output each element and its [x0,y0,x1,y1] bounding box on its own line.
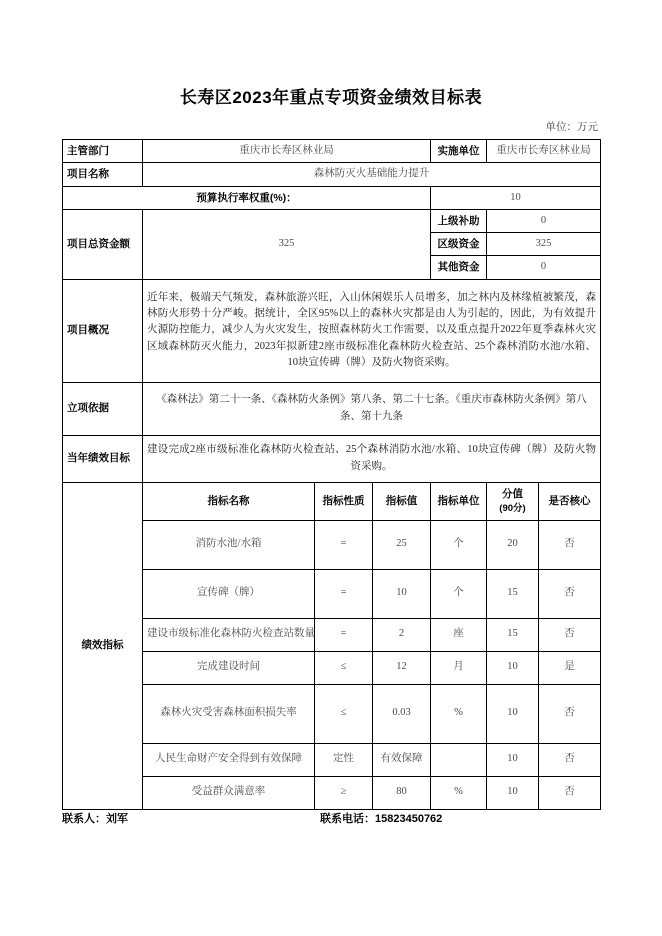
indicator-unit: % [431,776,487,809]
table-row [63,684,601,743]
indicator-nature: = [315,520,373,569]
overview-text: 近年来，极端天气频发，森林旅游兴旺，入山休闲娱乐人员增多，加之林内及林缘植被繁茂，森林防火形势十分严峻。据统计，全区95%以上的森林火灾都是由人为引起的，因此，为有效提升火源防控能力，减少人为火灾发生，按照森林防火工作需要，以及重点提升2022年夏季森林火灾区域森林防灭火能力，2023年拟新建2座市级标准化森林防火检查站、25个森林消防水池/水箱、10块宣传碑（牌）及防火物资采购。 [143,279,601,382]
dept-value: 重庆市长寿区林业局 [143,140,431,163]
indicator-value: 2 [373,618,431,651]
indicator-name: 建设市级标准化森林防火检查站数量 [143,618,315,651]
indicator-is-core: 否 [539,618,601,651]
budget-rate-label: 预算执行率权重(%)： [63,186,431,209]
total-fund-label: 项目总资金额 [63,209,143,279]
col-header-score [487,482,539,520]
table-row [63,520,601,569]
overview-label: 项目概况 [63,279,143,382]
fund-value-superior: 0 [487,209,601,232]
indicator-score: 10 [487,776,539,809]
indicator-is-core: 否 [539,520,601,569]
indicator-score: 10 [487,651,539,684]
table-row-department [63,140,601,163]
performance-target-table [62,139,601,810]
indicator-unit: 个 [431,520,487,569]
table-row-project-name [63,163,601,186]
col-header-is-core: 是否核心 [539,482,601,520]
basis-label: 立项依据 [63,382,143,435]
indicator-is-core: 否 [539,743,601,776]
indicator-is-core: 是 [539,651,601,684]
indicator-score: 20 [487,520,539,569]
indicator-name: 人民生命财产安全得到有效保障 [143,743,315,776]
table-row-overview [63,279,601,382]
table-row-fund-superior [63,209,601,232]
fund-label-district: 区级资金 [431,233,487,256]
col-header-score-main: 分值 [502,487,523,500]
indicator-name: 消防水池/水箱 [143,520,315,569]
page-title: 长寿区2023年重点专项资金绩效目标表 [179,88,483,107]
indicator-nature: ≤ [315,684,373,743]
indicator-unit [431,743,487,776]
unit-note: 单位：万元 [545,121,598,133]
indicator-name: 森林火灾受害森林面积损失率 [143,684,315,743]
year-target-text: 建设完成2座市级标准化森林防火检查站、25个森林消防水池/水箱、10块宣传碑（牌）及防火物资采购。 [143,435,601,482]
col-header-indicator-value: 指标值 [373,482,431,520]
year-target-label: 当年绩效目标 [63,435,143,482]
indicator-value: 80 [373,776,431,809]
impl-label: 实施单位 [431,140,487,163]
fund-value-district: 325 [487,233,601,256]
table-row-budget-rate [63,186,601,209]
col-header-score-sub: (90分) [499,502,526,514]
table-row [63,776,601,809]
table-row-basis [63,382,601,435]
indicator-value: 有效保障 [373,743,431,776]
table-row [63,743,601,776]
indicator-nature: = [315,569,373,618]
indicator-value: 25 [373,520,431,569]
indicators-section-label: 绩效指标 [63,482,143,809]
indicator-unit: 座 [431,618,487,651]
indicator-name: 宣传碑（牌） [143,569,315,618]
indicator-score: 10 [487,743,539,776]
indicator-unit: 月 [431,651,487,684]
indicator-is-core: 否 [539,776,601,809]
table-row [63,651,601,684]
indicator-unit: 个 [431,569,487,618]
indicator-nature: 定性 [315,743,373,776]
contact-person: 联系人：刘军 [62,813,128,825]
indicator-header-row [63,482,601,520]
indicator-is-core: 否 [539,569,601,618]
fund-value-other: 0 [487,256,601,279]
col-header-indicator-unit: 指标单位 [431,482,487,520]
indicator-value: 12 [373,651,431,684]
fund-label-superior: 上级补助 [431,209,487,232]
basis-text: 《森林法》第二十一条、《森林防火条例》第八条、第二十七条。《重庆市森林防火条例》第八条、第十九条 [143,382,601,435]
indicator-nature: = [315,618,373,651]
table-row [63,569,601,618]
project-value: 森林防灭火基础能力提升 [143,163,601,186]
indicator-score: 10 [487,684,539,743]
table-row [63,618,601,651]
indicator-value: 10 [373,569,431,618]
fund-label-other: 其他资金 [431,256,487,279]
indicator-is-core: 否 [539,684,601,743]
col-header-indicator-name: 指标名称 [143,482,315,520]
indicator-nature: ≥ [315,776,373,809]
indicator-score: 15 [487,618,539,651]
indicator-score: 15 [487,569,539,618]
indicator-name: 受益群众满意率 [143,776,315,809]
col-header-indicator-nature: 指标性质 [315,482,373,520]
project-label: 项目名称 [63,163,143,186]
indicator-value: 0.03 [373,684,431,743]
budget-rate-value: 10 [431,186,601,209]
total-fund-value: 325 [143,209,431,279]
form-sheet [62,0,600,810]
contact-phone: 联系电话：15823450762 [320,813,443,825]
indicator-unit: % [431,684,487,743]
indicator-name: 完成建设时间 [143,651,315,684]
indicator-nature: ≤ [315,651,373,684]
impl-value: 重庆市长寿区林业局 [487,140,601,163]
dept-label: 主管部门 [63,140,143,163]
table-row-year-target [63,435,601,482]
